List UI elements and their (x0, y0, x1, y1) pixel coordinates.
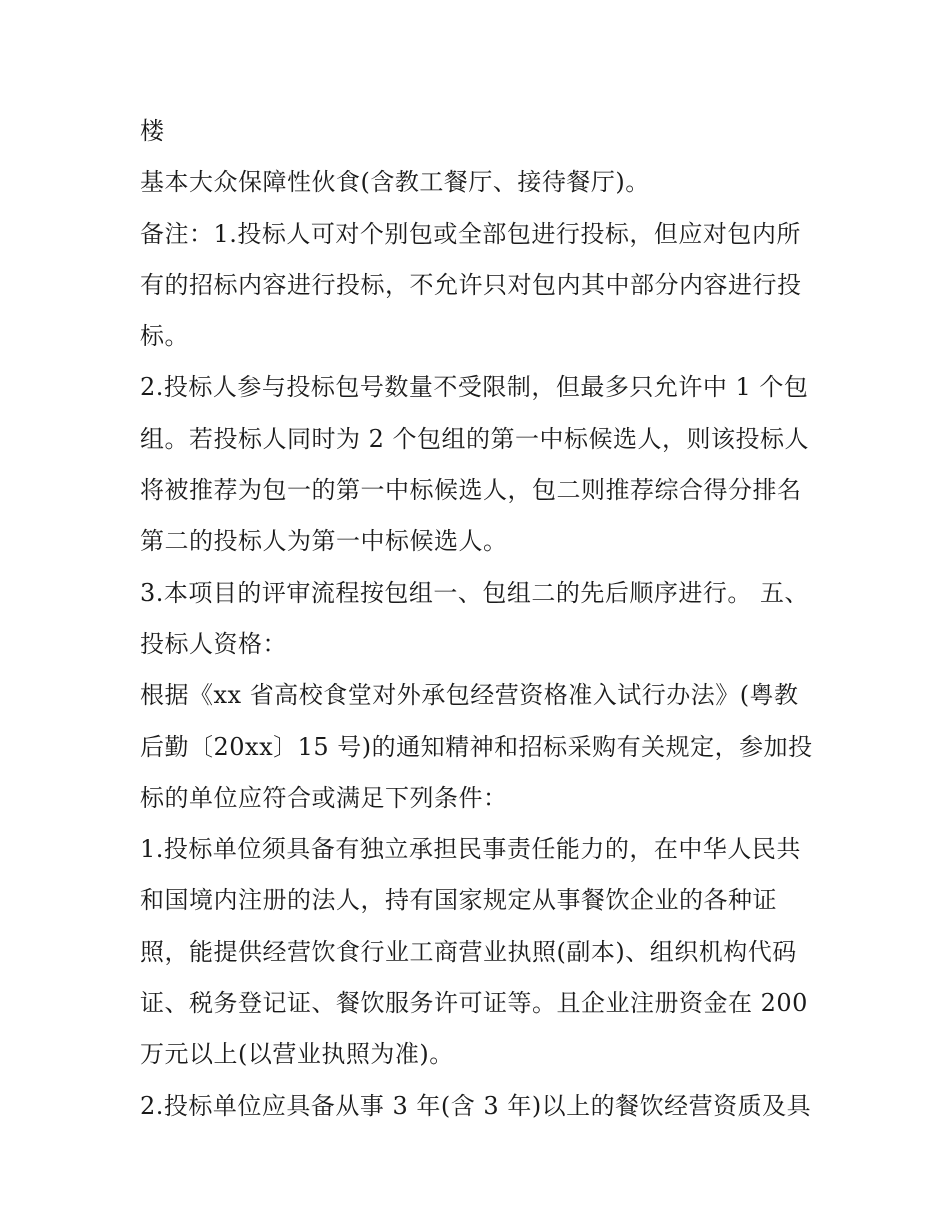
text-line: 照，能提供经营饮食行业工商营业执照(副本)、组织机构代码 (140, 937, 797, 966)
text-line: 证、税务登记证、餐饮服务许可证等。且企业注册资金在 200 (140, 989, 808, 1018)
text-line: 标的单位应符合或满足下列条件： (140, 783, 508, 812)
text-line: 后勤〔20xx〕15 号)的通知精神和招标采购有关规定，参加投 (140, 732, 813, 761)
text-line: 基本大众保障性伙食(含教工餐厅、接待餐厅)。 (140, 168, 650, 197)
document-page (140, 106, 820, 1132)
text-line: 组。若投标人同时为 2 个包组的第一中标候选人，则该投标人 (140, 424, 810, 453)
text-line: 将被推荐为包一的第一中标候选人，包二则推荐综合得分排名 (140, 476, 802, 505)
text-line: 第二的投标人为第一中标候选人。 (140, 527, 508, 556)
text-line: 标。 (140, 322, 189, 351)
text-line: 备注：1.投标人可对个别包或全部包进行投标，但应对包内所 (140, 219, 801, 248)
text-line: 2.投标单位应具备从事 3 年(含 3 年)以上的餐饮经营资质及具 (140, 1091, 812, 1120)
text-line: 有的招标内容进行投标，不允许只对包内其中部分内容进行投 (140, 270, 802, 299)
text-line: 投标人资格： (140, 629, 287, 658)
text-line: 楼 (140, 117, 165, 145)
text-line: 和国境内注册的法人，持有国家规定从事餐饮企业的各种证 (140, 886, 777, 915)
text-line: 3.本项目的评审流程按包组一、包组二的先后顺序进行。 五、 (140, 578, 810, 607)
text-line: 根据《xx 省高校食堂对外承包经营资格准入试行办法》(粤教 (140, 681, 799, 710)
text-line: 1.投标单位须具备有独立承担民事责任能力的，在中华人民共 (140, 835, 801, 864)
text-line: 2.投标人参与投标包号数量不受限制，但最多只允许中 1 个包 (140, 373, 809, 402)
text-line: 万元以上(以营业执照为准)。 (140, 1040, 454, 1069)
